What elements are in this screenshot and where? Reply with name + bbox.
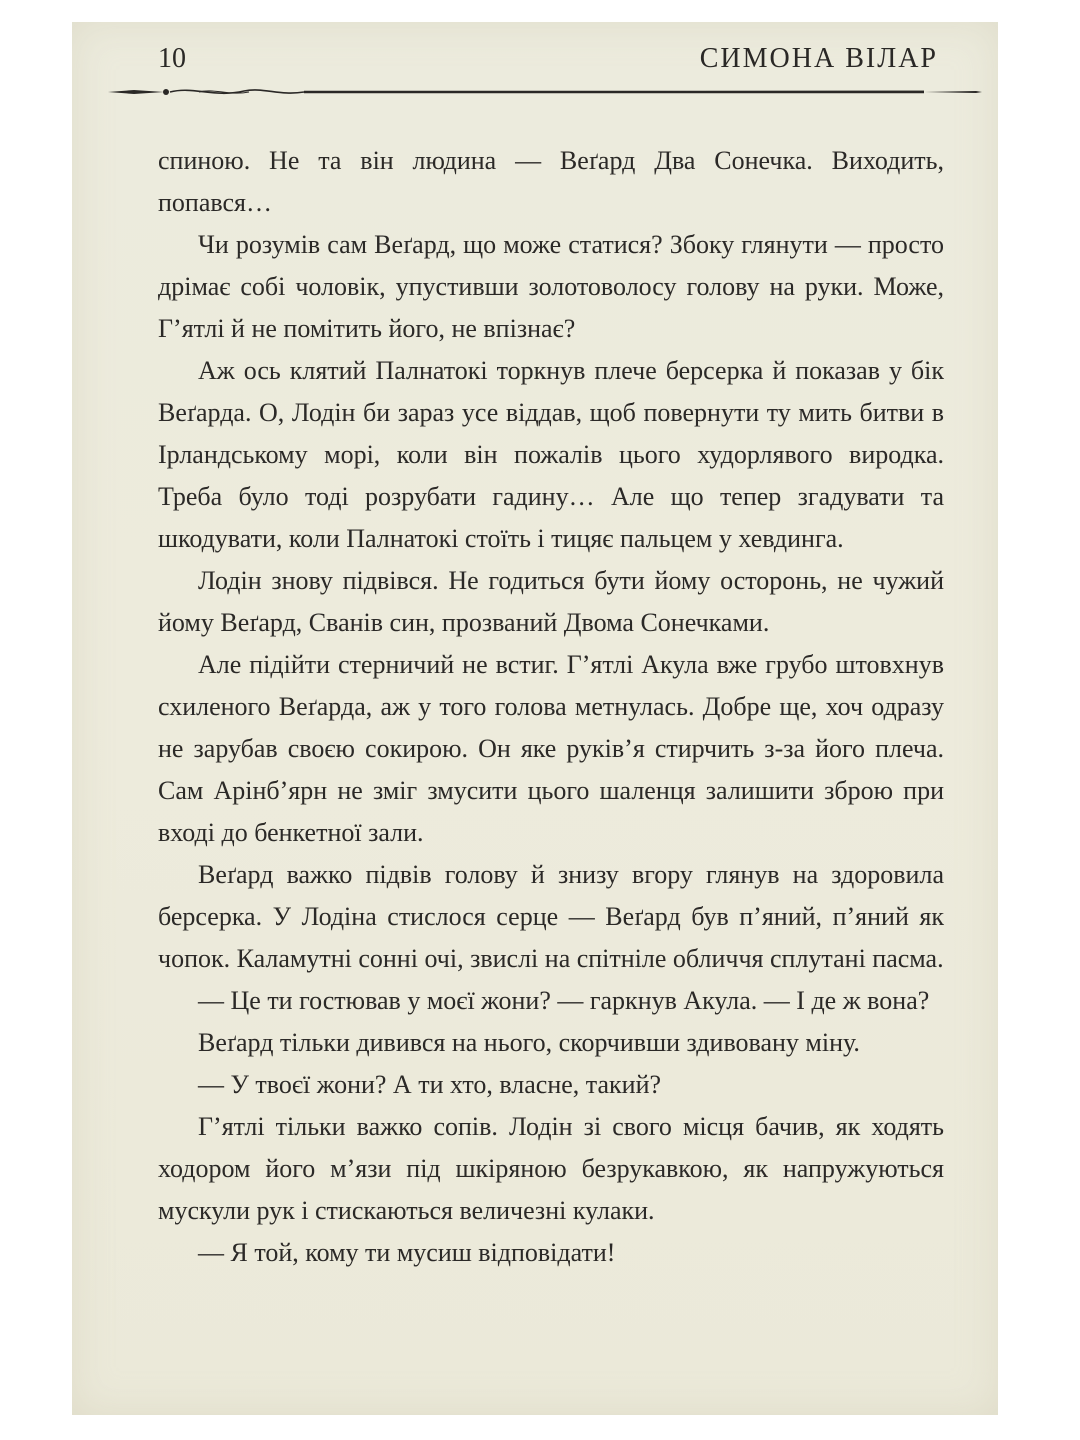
paragraph: — Це ти гостював у моєї жони? — гаркнув Акула. — І де ж вона? bbox=[198, 986, 930, 1015]
paragraph: — У твоєї жони? А ти хто, власне, такий? bbox=[198, 1070, 662, 1099]
paragraph: Веґард важко підвів голову й знизу вгору глянув на здоровила берсерка. У Лодіна стислося серце — Веґард був п’яний, п’яний як чопок. Каламутні сонні очі, звислі на спітніле обличчя сплутані пасма. bbox=[158, 860, 944, 973]
page-number: 10 bbox=[158, 43, 186, 74]
paragraph: Аж ось клятий Палнатокі торкнув плече берсерка й показав у бік Веґарда. О, Лодін би зараз усе віддав, щоб повернути ту мить битви в Ірландському морі, коли він пожалів цього худорлявого виродка. Треба було тоді розрубати гадину… Але що тепер згадувати та шкодувати, коли Палнатокі стоїть і тицяє пальцем у хевдинга. bbox=[158, 356, 944, 553]
decorative-rule-icon bbox=[104, 82, 984, 102]
paragraph: Лодін знову підвівся. Не годиться бути йому осторонь, не чужий йому Веґард, Сванів син, прозваний Двома Сонечками. bbox=[158, 566, 944, 637]
body-text bbox=[158, 140, 944, 1274]
page-header bbox=[158, 42, 938, 82]
paragraph: Чи розумів сам Веґард, що може статися? Збоку глянути — просто дрімає собі чоловік, упустивши золотоволосу голову на руки. Може, Г’ятлі й не помітить його, не впізнає? bbox=[158, 230, 944, 343]
paragraph: Г’ятлі тільки важко сопів. Лодін зі свого місця бачив, як ходять ходором його м’язи під шкіряною безрукавкою, як напружуються мускули рук і стискаються величезні кулаки. bbox=[158, 1112, 944, 1225]
paragraph: Але підійти стерничий не встиг. Г’ятлі Акула вже грубо штовхнув схиленого Веґарда, аж у того голова метнулась. Добре ще, хоч одразу не зарубав своєю сокирою. Он яке руків’я стирчить з-за його плеча. Сам Арінб’ярн не зміг змусити цього шаленця залишити зброю при вході до бенкетної зали. bbox=[158, 650, 944, 847]
paragraph: спиною. Не та він людина — Веґард Два Сонечка. Виходить, попався… bbox=[158, 146, 944, 217]
running-title: СИМОНА ВІЛАР bbox=[699, 43, 938, 74]
paragraph: — Я той, кому ти мусиш відповідати! bbox=[198, 1238, 616, 1267]
paragraph: Веґард тільки дивився на нього, скорчивши здивовану міну. bbox=[198, 1028, 860, 1057]
